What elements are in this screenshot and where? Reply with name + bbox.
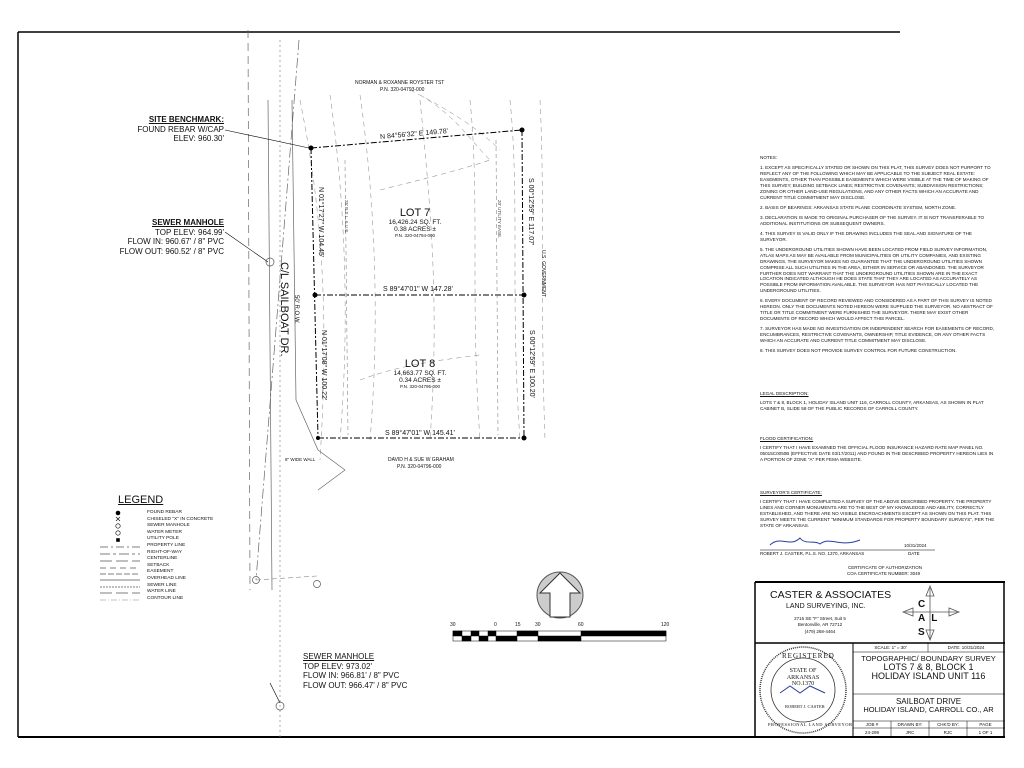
company-name: CASTER & ASSOCIATES <box>770 589 892 601</box>
legend-list <box>147 510 213 602</box>
adjoiner-north-name: NORMAN & ROXANNE ROYSTER TST <box>355 80 445 86</box>
location-line: SAILBOAT DRIVE <box>895 697 962 706</box>
title-line: HOLIDAY ISLAND UNIT 116 <box>871 671 986 682</box>
adjoiner-south-name: DAVID H & SUE W GRAHAM <box>388 457 454 463</box>
scale-tick: 0 <box>494 622 497 628</box>
legend-item: UTILITY POLE <box>147 536 179 542</box>
callout-title: SEWER MANHOLE <box>152 218 224 227</box>
note-item: 6. EVERY DOCUMENT OF RECORD REVIEWED AND CONSIDERED AS A PART OF THIS SURVEY IS NOTED HEREON. ONLY THE DOCUMENTS NOTED HEREON WERE SUPPLIED THE SURVEYOR. NO ABSTRACT OF TITLE OR TITLE COMMITMENT WERE FURNISHED THE SURVEYOR. THERE MAY EXIST OTHER DOCUMENTS OF RECORD WHICH WOULD AFFECT THIS PARCEL. <box>760 298 993 322</box>
found-rebar-markers <box>309 128 527 441</box>
signature-date: 10/31/2024 <box>904 543 927 548</box>
adjoiner-south-pn: P.N. 320-04796-000 <box>397 464 442 470</box>
sewer-manhole-callout-2 <box>303 652 407 690</box>
page-value: 1 OF 1 <box>978 730 993 735</box>
date-label: DATE <box>908 551 920 556</box>
job-header: JOB # <box>865 722 879 727</box>
survey-title <box>853 655 1004 682</box>
survey-location <box>853 698 1004 714</box>
flood-title: FLOOD CERTIFICATION: <box>760 436 814 441</box>
seal-name: ROBERT J. CASTER <box>785 704 825 709</box>
company-address <box>780 616 860 635</box>
company-phone: (479) 268-4464 <box>804 628 836 634</box>
note-item: 8. THIS SURVEY DOES NOT PROVIDE SURVEY CONTROL FOR FUTURE CONSTRUCTION. <box>760 348 957 354</box>
seal-state: STATE OF <box>789 668 817 674</box>
legend-item: OVERHEAD LINE <box>147 575 186 581</box>
flood-certification <box>760 436 996 467</box>
scale-tick: 30 <box>535 622 541 628</box>
certificate-title: SURVEYOR'S CERTIFICATE: <box>760 490 822 495</box>
legend-title: LEGEND <box>118 494 164 506</box>
bearing-south: S 89°47'01" W 145.41' <box>385 430 455 437</box>
signature <box>770 538 860 545</box>
seal-number: NO.1370 <box>791 681 815 688</box>
notes-title: NOTES: <box>760 155 778 160</box>
location-line: HOLIDAY ISLAND, CARROLL CO., AR <box>863 705 994 715</box>
drawn-by-header: DRAWN BY: <box>897 722 923 727</box>
coa-line-2: COA CERTIFICATE NUMBER: 3049 <box>847 571 921 576</box>
lot-area: 14,663.77 SQ. FT. <box>393 370 447 377</box>
legend-item: WATER LINE <box>147 589 176 595</box>
callout-line: FLOW OUT: 966.47' / 8" PVC <box>303 680 408 690</box>
address-line: 2715 SE "F" Street, Suit 5 <box>794 616 846 621</box>
company-logo-text: CALS <box>918 599 944 638</box>
checked-by-value: RJC <box>943 730 953 735</box>
coa-line-1: CERTIFICATE OF AUTHORIZATION <box>848 565 923 570</box>
legend-item: EASEMENT <box>147 569 174 575</box>
legend-item: PROPERTY LINE <box>147 542 186 548</box>
legend-item: SETBACK <box>147 562 170 568</box>
legend-item: CONTOUR LINE <box>147 595 184 601</box>
legend-item: WATER METER <box>147 529 182 535</box>
lot-7-label <box>370 207 460 238</box>
note-item: 3. DECLARATION IS MADE TO ORIGINAL PURCHASER OF THE SURVEY. IT IS NOT TRANSFERABLE TO ADDITIONAL INSTITUTIONS OR SUBSEQUENT OWNERS. <box>760 214 985 226</box>
lot-area: 16,426.24 SQ. FT. <box>388 219 442 226</box>
north-arrow-icon <box>537 572 583 618</box>
bearing-lot8-east: S 00°12'59" E 100.20' <box>528 330 535 398</box>
callout-line: FLOW IN: 960.67' / 8" PVC <box>127 237 224 247</box>
checked-by-header: CHK'D BY: <box>937 722 959 727</box>
scale-tick: 15 <box>515 622 521 628</box>
sewer-manhole-icon <box>266 258 274 266</box>
callout-line: FOUND REBAR W/CAP <box>137 124 224 134</box>
seal-ring: PROFESSIONAL LAND SURVEYOR <box>768 722 853 727</box>
title-line: TOPOGRAPHIC/ BOUNDARY SURVEY <box>861 654 996 663</box>
legend-item: CHISELED "X" IN CONCRETE <box>147 516 214 522</box>
note-item: 4. THIS SURVEY IS VALID ONLY IF THE DRAWING INCLUDES THE SEAL AND SIGNATURE OF THE SURVEYOR. <box>760 230 972 242</box>
wall-label: 8" WIDE WALL <box>285 457 316 462</box>
scale-tick: 30 <box>450 622 456 628</box>
legend-item: SEWER LINE <box>147 582 177 588</box>
callout-line: ELEV: 960.30' <box>173 134 224 144</box>
callout-line: FLOW IN: 966.81' / 8" PVC <box>303 671 400 681</box>
company-subtitle: LAND SURVEYING, INC. <box>786 603 866 610</box>
scale-value: SCALE: 1" = 30' <box>874 645 907 650</box>
flood-text: I CERTIFY THAT I HAVE EXAMINED THE OFFICIAL FLOOD INSURANCE HAZARD RATE MAP PANEL NO. 05015C0050B (EFFECTIVE DATE 03/17/2011) AND FOUND IN THE DESCRIBED PROPERTY HEREON LIES IN A PORTION OF ZONE "A" PER FEMA WEBSITE. <box>760 444 994 462</box>
seal-state: ARKANSAS <box>786 674 820 681</box>
callout-line: TOP ELEV: 973.02' <box>303 661 372 671</box>
scale-tick: 60 <box>578 622 584 628</box>
legend-item: FOUND REBAR <box>147 510 182 515</box>
note-item: 5. THE UNDERGROUND UTILITIES SHOWN HAVE BEEN LOCATED FROM FIELD SURVEY INFORMATION, ATLAS MAPS AS MAY BE AVAILABLE FROM MUNICIPALITIES OR UTILITY COMPANIES, AND EXISTING DRAWINGS. THE SURVEYOR MAKES NO GUARANTEE THAT THE UNDERGROUND UTILITIES SHOWN COMPRISE ALL SUCH UTILITIES IN THE AREA, EITHER IN SERVICE OR ABANDONED. THE SURVEYOR FURTHER DOES NOT WARRANT THAT THE UNDERGROUND UTILITIES SHOWN ARE IN THE EXACT LOCATION INDICATED ALTHOUGH HE DOES STATE THAT THEY ARE LOCATED AS ACCURATELY AS POSSIBLE FROM INFORMATION AVAILABLE. THE SURVEYOR HAS NOT PHYSICALLY LOCATED THE UNDERGROUND UTILITIES. <box>760 246 988 294</box>
lot-acres: 0.38 ACRES ± <box>394 226 436 233</box>
scale-tick: 120 <box>661 622 670 628</box>
drawn-by-value: JRC <box>905 730 915 735</box>
legal-description <box>760 391 996 416</box>
legend-item: SEWER MANHOLE <box>147 523 190 529</box>
lot-pn: P.N. 320-04794-000 <box>395 233 435 238</box>
sewer-manhole-callout-1 <box>110 218 224 256</box>
certificate-text: I CERTIFY THAT I HAVE COMPLETED A SURVEY OF THE ABOVE DESCRIBED PROPERTY. THE PROPERTY LINES AND CORNER MONUMENTS ARE TO THE BEST OF MY KNOWLEDGE AND ABILITY, CORRECTLY ESTABLISHED, AND THERE ARE NO VISIBLE ENCROACHMENTS EXCEPT AS SHOWN ON THIS PLAT. THIS SURVEY MEETS THE CURRENT "MINIMUM STANDARDS FOR PROPERTY BOUNDARY SURVEYS", PER THE STATE OF ARKANSAS. <box>760 498 995 528</box>
callout-line: FLOW OUT: 960.52' / 8" PVC <box>119 246 224 256</box>
title-line: LOTS 7 & 8, BLOCK 1 <box>883 661 974 672</box>
adjoiner-north-pn: P.N. 320-04793-000 <box>380 87 425 93</box>
notes-section <box>760 155 996 358</box>
lot-name: LOT 8 <box>404 358 436 370</box>
bearing-lot7-west: N 01°17'27" W 104.45' <box>317 187 324 258</box>
legend-item: CENTERLINE <box>147 556 178 562</box>
callout-title: SITE BENCHMARK: <box>148 115 224 124</box>
callout-title: SEWER MANHOLE <box>303 652 375 661</box>
surveyors-certificate <box>760 490 996 533</box>
legend-item: RIGHT-OF-WAY <box>147 549 182 555</box>
road-name: C/L SAILBOAT DR. <box>278 262 290 357</box>
lot-acres: 0.34 ACRES ± <box>399 377 441 384</box>
seal-text <box>773 668 833 688</box>
job-value: 24-299 <box>864 730 879 735</box>
bearing-lot7-east: S 00°12'59" E 117.07' <box>527 178 534 246</box>
easement-utility: 20' UTILITY EASE. <box>497 200 502 239</box>
note-item: 1. EXCEPT AS SPECIFICALLY STATED OR SHOWN ON THIS PLAT, THIS SURVEY DOES NOT PURPORT TO REFLECT ANY OF THE FOLLOWING WHICH MAY BE APPLICABLE TO THE SUBJECT REAL ESTATE: EASEMENTS, OTHER THAN POSSIBLE EASEMENTS WHICH WERE VISIBLE AT THE TIME OF MAKING OF THIS SURVEY; BUILDING SETBACK LINES; RESTRICTIVE COVENANTS; SUBDIVISION RESTRICTIONS; ZONING OR OTHER LAND-USE REGULATIONS, AND ANY OTHER FACTS WHICH AN ACCURATE AND CURRENT TITLE COMMITMENT MAY DISCLOSE. <box>760 164 991 200</box>
note-item: 2. BASIS OF BEARINGS: ARKANSAS STATE PLANE COORDINATE SYSTEM, NORTH ZONE. <box>760 204 957 210</box>
site-benchmark-callout <box>130 115 224 144</box>
date-value: DATE: 10/31/2024 <box>947 645 985 650</box>
road-row: 50' R.O.W. <box>293 295 299 324</box>
page-header: PAGE <box>979 722 992 727</box>
adjoiner-east: U.S. GOVERNMENT <box>540 250 546 297</box>
bearing-north: N 84°56'32" E 149.78' <box>379 128 449 141</box>
lot-pn: P.N. 320-04795-000 <box>400 384 440 389</box>
bearing-middle: S 89°47'01" W 147.28' <box>383 286 453 293</box>
lot-name: LOT 7 <box>399 207 431 219</box>
lot-8-label <box>375 358 465 389</box>
callout-line: TOP ELEV: 964.99' <box>155 227 224 237</box>
legal-text: LOTS 7 & 8, BLOCK 1, HOLIDAY ISLAND UNIT 116, CARROLL COUNTY, ARKANSAS, AS SHOWN IN PLAT CABINET B, SLIDE 58 OF THE PUBLIC RECORDS OF CARROLL COUNTY. <box>760 399 984 411</box>
scale-bar <box>453 631 666 641</box>
easement-bsl: 25' B.S.L. & U.E. <box>344 200 349 234</box>
note-item: 7. SURVEYOR HAS MADE NO INVESTIGATION OR INDEPENDENT SEARCH FOR EASEMENTS OF RECORD, ENCUMBRANCES, RESTRICTIVE COVENANTS, OWNERSHIP, TITLE EVIDENCE, OR ANY OTHER FACTS WHICH AN ACCURATE AND CURRENT TITLE COMMITMENT MAY DISCLOSE. <box>760 326 995 344</box>
legal-title: LEGAL DESCRIPTION: <box>760 391 809 396</box>
seal-registered: REGISTERED <box>782 652 835 660</box>
address-line: Bentonville, AR 72712 <box>797 622 843 628</box>
bearing-lot8-west: N 01°17'08" W 100.22' <box>320 330 327 401</box>
signer-name: ROBERT J. CASTER, P.L.S. NO. 1370, ARKANSAS <box>760 551 865 556</box>
